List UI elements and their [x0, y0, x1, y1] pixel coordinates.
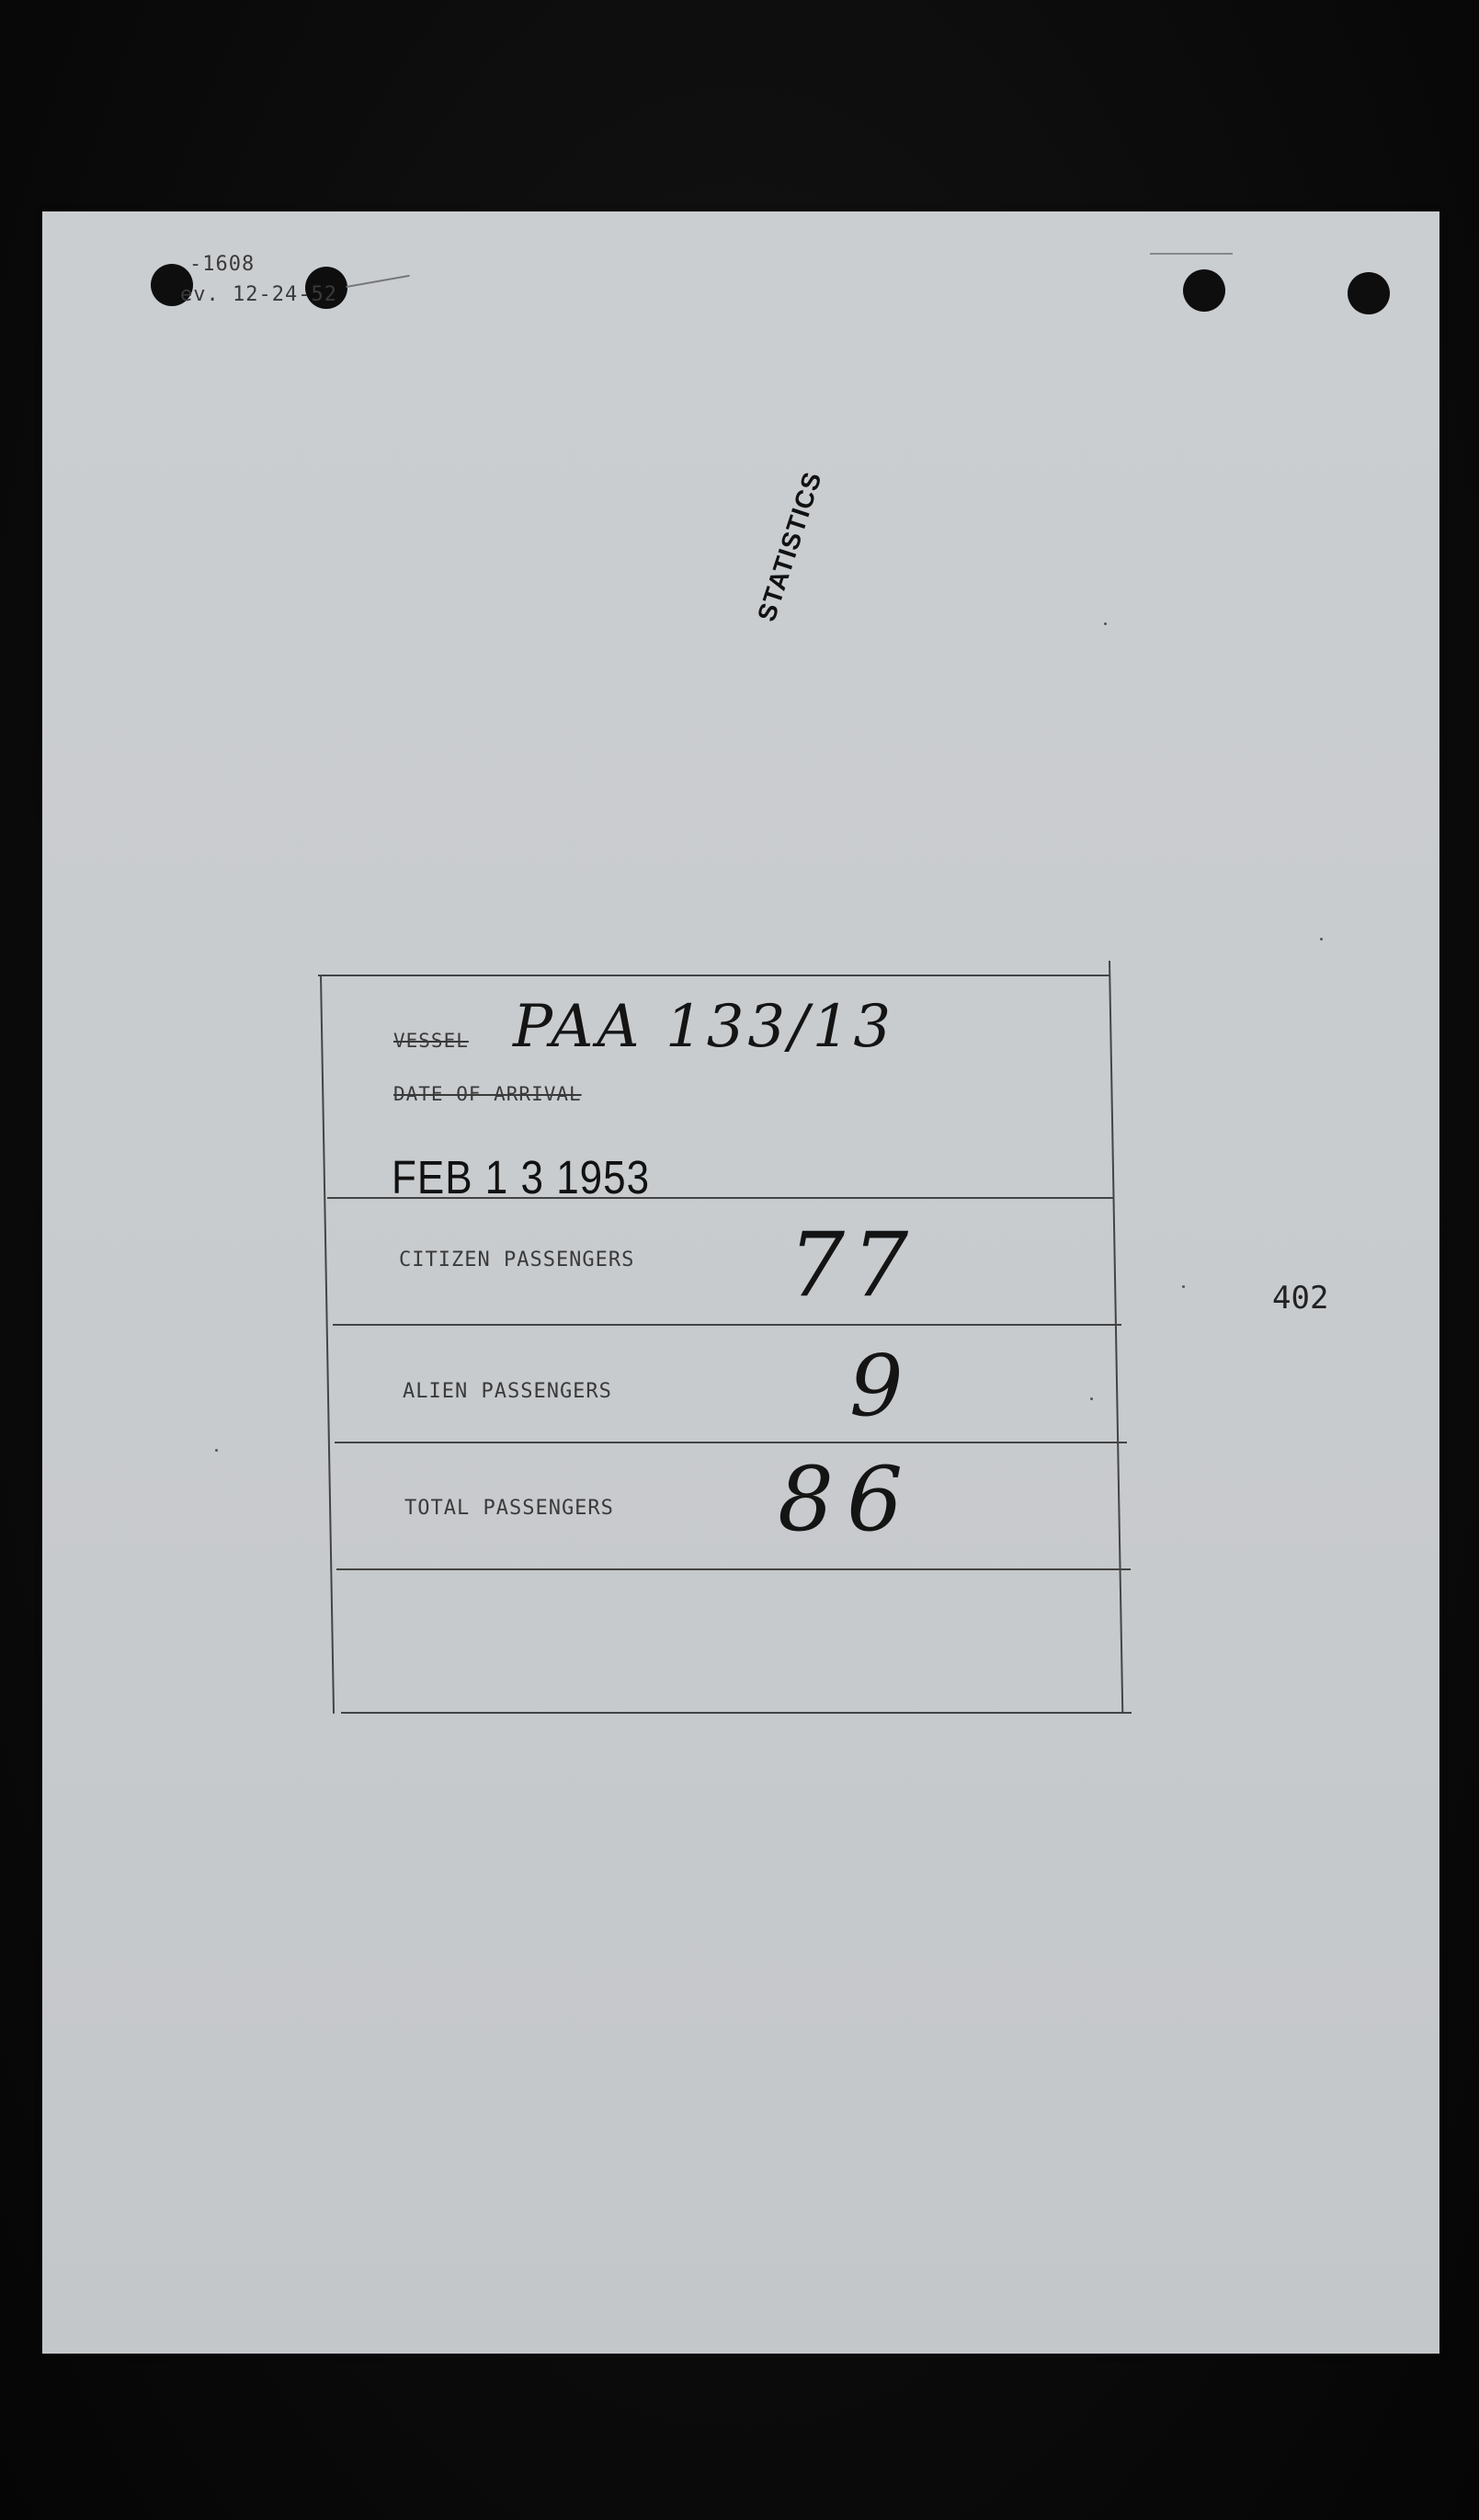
date-of-arrival-label: DATE OF ARRIVAL	[393, 1083, 582, 1105]
form-revision: ev. 12-24-52	[180, 283, 337, 306]
pencil-mark-right	[1150, 253, 1233, 255]
vessel-label: VESSEL	[393, 1030, 469, 1052]
date-of-arrival-stamp: FEB 1 3 1953	[392, 1152, 651, 1204]
pencil-mark	[346, 275, 409, 288]
total-passengers-label: TOTAL PASSENGERS	[404, 1497, 614, 1520]
punch-hole-right-2	[1348, 272, 1390, 314]
row-divider-4	[336, 1568, 1131, 1570]
row-divider-3	[335, 1442, 1127, 1443]
citizen-passengers-label: CITIZEN PASSENGERS	[399, 1249, 635, 1271]
box-left-border	[320, 975, 335, 1714]
dust-speck	[1104, 622, 1107, 625]
box-top-border	[318, 975, 1110, 976]
citizen-passengers-value: 77	[789, 1214, 916, 1317]
punch-hole-right	[1183, 269, 1225, 312]
alien-passengers-label: ALIEN PASSENGERS	[403, 1380, 612, 1403]
dust-speck	[1320, 938, 1323, 941]
statistics-stamp: STATISTICS	[752, 468, 827, 625]
form-number: -1608	[189, 253, 256, 276]
page-number: 402	[1272, 1280, 1329, 1317]
document-page	[42, 211, 1439, 2354]
box-bottom-border	[341, 1712, 1132, 1714]
dust-speck	[215, 1449, 218, 1452]
dust-speck	[1182, 1285, 1185, 1288]
row-divider-2	[333, 1324, 1121, 1326]
vessel-value: PAA 133/13	[513, 993, 895, 1061]
dust-speck	[1090, 1397, 1093, 1400]
box-right-border	[1109, 961, 1123, 1713]
alien-passengers-value: 9	[849, 1337, 904, 1435]
total-passengers-value: 86	[778, 1448, 916, 1551]
